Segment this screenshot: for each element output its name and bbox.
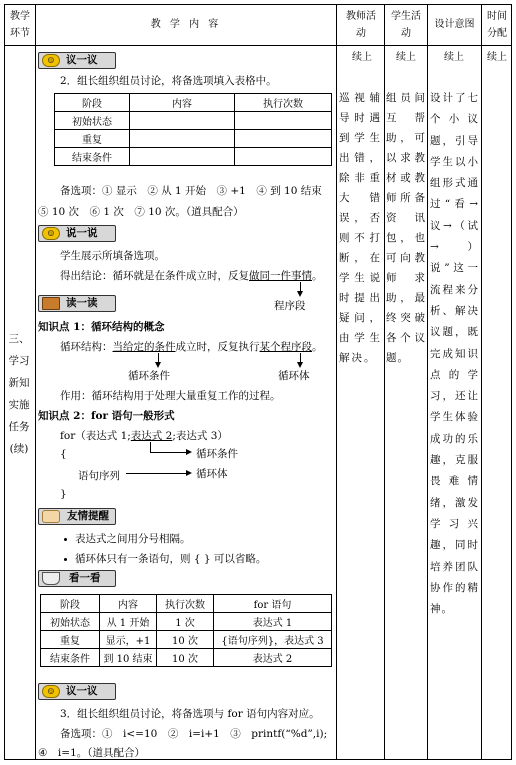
tag-label: 看一看 — [69, 572, 101, 584]
tag-label: 说一说 — [66, 227, 98, 239]
table-header: 阶段 — [41, 595, 100, 613]
section-tag-discuss-2 — [38, 683, 116, 700]
def-underlined: 当给定的条件 — [112, 341, 176, 353]
table-cell: 1 次 — [157, 613, 214, 631]
table-cell: 结束条件 — [41, 649, 100, 667]
statement-sequence: 语句序列 — [78, 470, 120, 482]
conclusion-end: 。 — [312, 270, 323, 282]
table-cell: 10 次 — [157, 631, 214, 649]
table-cell: {语句序列}，表达式 3 — [214, 631, 332, 649]
table-cell: 重复 — [55, 130, 130, 148]
connector — [150, 452, 186, 453]
arrow-head — [297, 291, 303, 297]
smiley-icon: ☺ — [42, 54, 60, 67]
blank-cell[interactable] — [235, 148, 332, 166]
brace-close: } — [60, 488, 67, 500]
question-3: 3．组长组织组员讨论，将备选项与 for 语句内容对应。 — [60, 708, 320, 720]
reminder-text: 表达式之间用分号相隔。 — [75, 533, 191, 545]
student-continue: 续上 — [396, 52, 416, 63]
label-loop-body: 循环体 — [278, 370, 310, 382]
blank-cell[interactable] — [235, 112, 332, 130]
options-3-line-1: 备选项：① i<=10 ② i=i+1 ③ printf(“%d”,i); — [60, 728, 328, 740]
for-part-underlined: 表达式 2 — [130, 430, 173, 442]
tag-label: 读一读 — [66, 297, 98, 309]
blank-cell[interactable] — [130, 148, 235, 166]
arrow-head — [186, 449, 192, 455]
table-cell: 表达式 2 — [214, 649, 332, 667]
section-tag-look — [38, 570, 116, 587]
conclusion-text: 得出结论：循环就是在条件成立时，反复 — [60, 270, 249, 282]
header-design: 设计意图 — [434, 19, 475, 30]
summary-table — [40, 594, 332, 667]
table-header: for 语句 — [214, 595, 332, 613]
student-activity: 组员间互帮助，可以求教材或教师所备资讯包，也可向教师求助，最终突破各个议题。 — [386, 92, 426, 364]
knowledge-1: 知识点 1：循环结构的概念 — [38, 321, 165, 333]
reminder-2 — [64, 551, 266, 566]
table-header: 执行次数 — [235, 94, 332, 112]
table-header: 内容 — [130, 94, 235, 112]
label-body: 循环体 — [196, 468, 228, 480]
header-stage: 教学环节 — [10, 11, 30, 39]
table-cell: 初始状态 — [41, 613, 100, 631]
definition — [60, 339, 323, 354]
connector — [126, 473, 186, 474]
show-options: 学生展示所填备选项。 — [60, 250, 165, 262]
table-cell: 重复 — [41, 631, 100, 649]
header-content: 教 学 内 容 — [150, 19, 222, 30]
table-cell: 初始状态 — [55, 112, 130, 130]
teacher-activity: 巡视辅导时遇到学生出错，除非重大错误，否则不打断，在学生说时提出疑问，由学生解决。 — [339, 92, 382, 364]
cup-icon — [42, 572, 60, 585]
design-intent: 设计了七个小议题，引导学生以小组形式通过“看→议→（试→）说”这一流程来分析、解决议题，既完成知识点的学习，还让学生体验成功的乐趣，克服畏难情绪，激发学习兴趣，同时培养团队协作的精神。 — [430, 92, 479, 616]
tag-label: 议一议 — [66, 685, 98, 697]
smiley-icon: ☺ — [42, 685, 60, 698]
section-tag-reminder — [38, 508, 116, 525]
note-program-segment: 程序段 — [274, 300, 306, 312]
brace-open: { — [60, 448, 67, 460]
blank-cell[interactable] — [130, 130, 235, 148]
smiley-icon: ☺ — [42, 227, 60, 240]
table-cell: 10 次 — [157, 649, 214, 667]
stage-label: 三、学习新知实施任务(续) — [8, 333, 30, 455]
table-cell: 从 1 开始 — [100, 613, 157, 631]
for-syntax — [60, 428, 228, 443]
connector — [150, 442, 151, 452]
blank-cell[interactable] — [235, 130, 332, 148]
options-line-2: ⑤ 10 次 ⑥ 1 次 ⑦ 10 次。（道具配合） — [38, 206, 244, 218]
reminder-text: 循环体只有一条语句，则 { } 可以省略。 — [75, 553, 267, 565]
col-divider — [427, 4, 428, 760]
def-text: 循环结构： — [60, 341, 113, 353]
tag-label: 议一议 — [66, 54, 98, 66]
for-part: for（表达式 1; — [60, 430, 131, 442]
purpose: 作用：循环结构用于处理大量重复工作的过程。 — [60, 390, 281, 402]
col-divider — [384, 4, 385, 760]
fill-table — [54, 93, 332, 166]
tag-label: 友情提醒 — [67, 510, 109, 522]
col-divider — [336, 4, 337, 760]
for-part: ;表达式 3） — [172, 430, 228, 442]
def-text: 成立时，反复执行 — [175, 341, 260, 353]
def-text: 。 — [312, 341, 323, 353]
table-header: 执行次数 — [157, 595, 214, 613]
conclusion — [60, 268, 323, 283]
label-loop-condition: 循环条件 — [128, 370, 170, 382]
table-cell: 表达式 1 — [214, 613, 332, 631]
teacher-continue: 续上 — [352, 52, 372, 63]
options-3-line-2: ④ i=1。（道具配合） — [38, 747, 145, 759]
design-continue: 续上 — [444, 52, 464, 63]
header-student: 学生活动 — [391, 11, 421, 39]
conclusion-underlined: 做同一件事情 — [249, 270, 312, 282]
table-cell: 显示，+1 — [100, 631, 157, 649]
reminder-1 — [64, 531, 191, 546]
col-divider — [35, 4, 36, 760]
blank-cell[interactable] — [130, 112, 235, 130]
table-cell: 结束条件 — [55, 148, 130, 166]
section-tag-say — [38, 225, 116, 242]
table-header: 内容 — [100, 595, 157, 613]
knowledge-2: 知识点 2：for 语句一般形式 — [38, 410, 175, 422]
book-icon — [42, 297, 60, 310]
def-underlined: 某个程序段 — [259, 341, 312, 353]
section-tag-discuss — [38, 52, 116, 69]
table-header: 阶段 — [55, 94, 130, 112]
header-time: 时间分配 — [487, 11, 507, 39]
question-2: 2．组长组织组员讨论，将备选项填入表格中。 — [60, 75, 277, 87]
header-divider — [4, 45, 512, 46]
label-cond: 循环条件 — [196, 448, 238, 460]
table-cell: 到 10 结束 — [100, 649, 157, 667]
options-line-1: 备选项：① 显示 ② 从 1 开始 ③ +1 ④ 到 10 结束 — [60, 185, 322, 197]
col-divider — [481, 4, 482, 760]
arrow-head — [186, 470, 192, 476]
section-tag-read — [38, 295, 116, 312]
handshake-icon — [42, 510, 60, 523]
header-teacher: 教师活动 — [346, 11, 376, 39]
time-continue: 续上 — [487, 52, 507, 63]
